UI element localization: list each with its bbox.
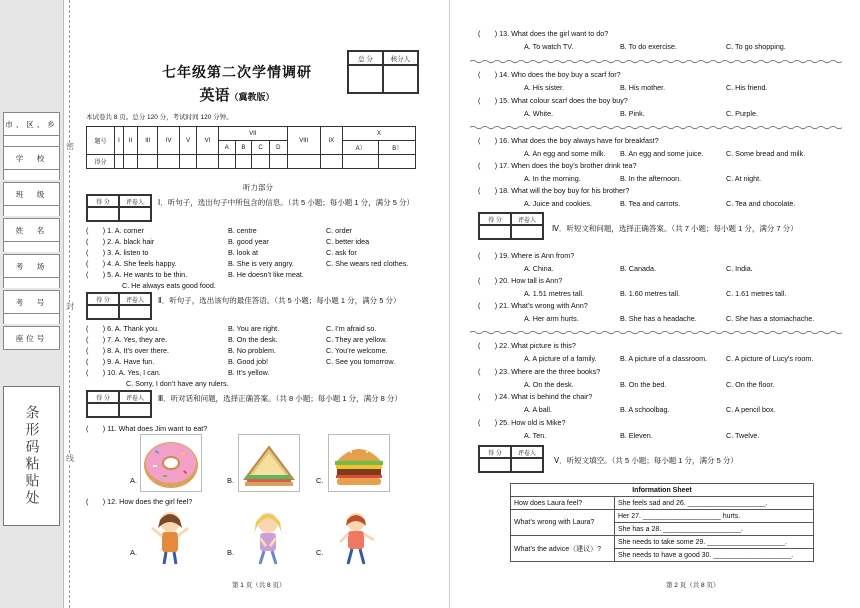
score-table-header: IV	[158, 127, 180, 155]
option-letter: C.	[316, 476, 324, 485]
question-row	[86, 281, 426, 292]
score-cell[interactable]	[138, 155, 158, 169]
option-b: B. It’s yellow.	[228, 368, 270, 377]
strip-label-school: 学 校	[3, 146, 60, 170]
question-23	[470, 367, 850, 379]
exam-title: 七年级第二次学情调研	[162, 65, 312, 81]
score-table-sub: A）	[342, 141, 379, 155]
option-c: C. At night.	[726, 174, 762, 183]
option-c: C. On the floor.	[726, 380, 775, 389]
option-b: B. No problem.	[228, 346, 276, 355]
option-c: C. His friend.	[726, 83, 768, 92]
option-a: A. To watch TV.	[524, 42, 574, 51]
option-letter: A.	[130, 476, 138, 485]
sandwich-picture[interactable]	[238, 434, 300, 492]
options-18	[470, 199, 850, 211]
question-text: ( ) 15. What colour scarf does the boy buy?	[478, 96, 628, 105]
option-a: A. In the morning.	[524, 174, 581, 183]
option-c: C. order	[326, 226, 352, 235]
options-21	[470, 314, 850, 326]
grader-label: 评卷人	[119, 195, 151, 207]
option-b: B. He doesn’t like meat.	[228, 270, 304, 279]
question-text: ( ) 17. When does the boy’s brother drink tea?	[478, 161, 637, 170]
strip-label-name: 姓 名	[3, 218, 60, 242]
question-row	[86, 379, 426, 390]
question-text: ( ) 14. Who does the boy buy a scarf for?	[478, 70, 621, 79]
hamburger-picture[interactable]	[328, 434, 390, 492]
options-14	[470, 83, 850, 95]
strip-label-class: 班 级	[3, 182, 60, 206]
score-cell[interactable]	[87, 207, 119, 221]
options-19	[470, 264, 850, 276]
question-16	[470, 136, 850, 148]
section-score-box	[86, 292, 152, 320]
option-a: ( ) 4. A. She feels happy.	[86, 259, 177, 268]
subject-name: 英语	[199, 86, 230, 104]
score-cell[interactable]	[158, 155, 180, 169]
info-question: What’s the advice（建议）?	[511, 536, 615, 562]
question-17	[470, 161, 850, 173]
option-b: B. You are right.	[228, 324, 280, 333]
score-label: 得 分	[479, 213, 511, 225]
option-a: ( ) 5. A. He wants to be thin.	[86, 270, 188, 279]
options-16	[470, 149, 850, 161]
option-c: C. Some bread and milk.	[726, 149, 806, 158]
option-c: C. He always eats good food.	[122, 281, 216, 290]
option-a: ( ) 7. A. Yes, they are.	[86, 335, 168, 344]
section-5-title: Ⅴ．听短文填空。（共 5 小题；每小题 1 分，满分 5 分）	[554, 456, 738, 465]
strip-fill[interactable]	[3, 278, 60, 288]
option-c: C. Tea and chocolate.	[726, 199, 796, 208]
hamburger-icon	[329, 435, 389, 491]
option-b: B. centre	[228, 226, 257, 235]
option-c: C. 1.61 metres tall.	[726, 289, 787, 298]
question-text: ( ) 11. What does Jim want to eat?	[86, 424, 208, 433]
option-a: A. An egg and some milk.	[524, 149, 606, 158]
option-b: B. good year	[228, 237, 269, 246]
option-c: C. They are yellow.	[326, 335, 387, 344]
blank-27[interactable]: Her 27. ____________________ hurts.	[615, 510, 814, 523]
option-b: B. look at	[228, 248, 258, 257]
score-table-header: III	[138, 127, 158, 155]
barcode-sticker-area	[3, 386, 60, 526]
grader-label: 评卷人	[119, 293, 151, 305]
strip-fill[interactable]	[3, 170, 60, 180]
score-label: 得 分	[87, 391, 119, 403]
question-21	[470, 301, 850, 313]
option-c: C. better idea	[326, 237, 370, 246]
question-row	[86, 226, 426, 237]
exam-subject	[122, 84, 352, 105]
score-table-sub: C	[252, 141, 270, 155]
options-20	[470, 289, 850, 301]
score-table-header: IX	[320, 127, 342, 155]
score-cell[interactable]	[479, 458, 511, 472]
score-table-header: X	[342, 127, 415, 141]
option-c: C. I’m afraid so.	[326, 324, 377, 333]
blank-28[interactable]: She has a 28. ____________________.	[615, 523, 814, 536]
question-text: ( ) 13. What does the girl want to do?	[478, 29, 609, 38]
option-a: A. Juice and cookies.	[524, 199, 592, 208]
score-cell[interactable]	[235, 155, 252, 169]
girl-happy-picture[interactable]	[140, 508, 202, 566]
option-b: B. Good job!	[228, 357, 268, 366]
grader-cell[interactable]	[119, 207, 151, 221]
score-label: 得 分	[479, 446, 511, 458]
score-table-sub: D	[269, 141, 287, 155]
question-row	[86, 248, 426, 259]
score-table-header: II	[123, 127, 137, 155]
section-score-box	[86, 390, 152, 418]
option-b: B. To do exercise.	[620, 42, 677, 51]
question-text: ( ) 16. What does the boy always have for breakfast?	[478, 136, 659, 145]
option-c: C. You’re welcome.	[326, 346, 388, 355]
strip-fill[interactable]	[3, 136, 60, 146]
option-a: A. White.	[524, 109, 554, 118]
option-letter: C.	[316, 548, 324, 557]
option-a: ( ) 8. A. It’s over there.	[86, 346, 169, 355]
option-a: A. 1.51 metres tall.	[524, 289, 584, 298]
question-18	[470, 186, 850, 198]
score-cell[interactable]	[87, 403, 119, 417]
option-c: C. Twelve.	[726, 431, 760, 440]
options-24	[470, 405, 850, 417]
grader-cell[interactable]	[119, 305, 151, 319]
score-table-header: I	[115, 127, 124, 155]
score-cell[interactable]	[287, 155, 320, 169]
binding-strip	[0, 0, 64, 608]
question-row	[86, 324, 426, 335]
option-b: B. She is very angry.	[228, 259, 294, 268]
score-table-sub: A	[218, 141, 235, 155]
question-row	[86, 346, 426, 357]
blank-30[interactable]: She needs to have a good 30. ____________________.	[615, 549, 814, 562]
score-cell[interactable]	[180, 155, 197, 169]
question-14	[470, 70, 850, 82]
option-a: A. Ten.	[524, 431, 547, 440]
girl-sad-picture[interactable]	[238, 508, 300, 566]
question-text: ( ) 18. What will the boy buy for his brother?	[478, 186, 630, 195]
option-letter: B.	[227, 476, 235, 485]
option-b: B. 1.60 metres tall.	[620, 289, 680, 298]
question-13	[470, 29, 850, 41]
option-a: A. China.	[524, 264, 554, 273]
option-a: A. Her arm hurts.	[524, 314, 579, 323]
total-score-cell[interactable]	[348, 65, 383, 93]
score-cell[interactable]	[115, 155, 124, 169]
option-c: C. To go shopping.	[726, 42, 786, 51]
question-row	[86, 259, 426, 270]
score-cell[interactable]	[269, 155, 287, 169]
barcode-sticker-label: 条形码粘贴处	[23, 405, 40, 507]
option-c: C. Purple.	[726, 109, 758, 118]
score-cell[interactable]	[379, 155, 416, 169]
girl-scared-picture[interactable]	[328, 508, 390, 566]
options-17	[470, 174, 850, 186]
question-25	[470, 418, 850, 430]
options-25	[470, 431, 850, 443]
checker-cell[interactable]	[383, 65, 418, 93]
total-score-box	[347, 50, 419, 94]
options-15	[470, 109, 850, 121]
question-12	[86, 497, 426, 508]
seal-word: 线	[66, 454, 74, 463]
option-a: ( ) 10. A. Yes, I can.	[86, 368, 161, 377]
page-2-footer: 第 2 页（共 8 页）	[666, 582, 720, 589]
option-c: C. India.	[726, 264, 753, 273]
section-2-title: Ⅱ．听句子，选出该句的最佳答语。（共 5 小题；每小题 1 分，满分 5 分）	[158, 296, 401, 305]
question-22	[470, 341, 850, 353]
question-15	[470, 96, 850, 108]
question-text: ( ) 12. How does the girl feel?	[86, 497, 193, 506]
score-cell[interactable]	[218, 155, 235, 169]
score-cell[interactable]	[252, 155, 270, 169]
option-b: B. In the afternoon.	[620, 174, 682, 183]
option-a: A. On the desk.	[524, 380, 574, 389]
option-c: C. A picture of Lucy’s room.	[726, 354, 814, 363]
page-divider	[449, 0, 450, 608]
strip-label-exam-room: 考 场	[3, 254, 60, 278]
happy-girl-icon	[140, 508, 200, 566]
info-question: How does Laura feel?	[511, 497, 615, 510]
score-table-header: VIII	[287, 127, 320, 155]
option-b: B. Tea and carrots.	[620, 199, 681, 208]
option-c: C. A pencil box.	[726, 405, 776, 414]
question-text: ( ) 19. Where is Ann from?	[478, 251, 575, 260]
strip-label-exam-number: 考 号	[3, 290, 60, 314]
sandwich-icon	[239, 435, 299, 491]
option-b: B. She has a headache.	[620, 314, 697, 323]
wavy-divider	[470, 125, 842, 130]
option-letter: A.	[130, 548, 138, 557]
options-23	[470, 380, 850, 392]
option-b: B. On the desk.	[228, 335, 278, 344]
wavy-divider	[470, 59, 842, 64]
option-b: B. Pink.	[620, 109, 645, 118]
option-c: C. See you tomorrow.	[326, 357, 396, 366]
option-a: A. A picture of a family.	[524, 354, 597, 363]
info-question: What’s wrong with Laura?	[511, 510, 615, 536]
grader-cell[interactable]	[511, 458, 543, 472]
option-a: ( ) 1. A. corner	[86, 226, 144, 235]
option-c: C. She wears red clothes.	[326, 259, 409, 268]
score-cell[interactable]	[479, 225, 511, 239]
score-table-sub: B	[235, 141, 252, 155]
blank-29[interactable]: She needs to take some 29. ____________________.	[615, 536, 814, 549]
strip-fill[interactable]	[3, 242, 60, 252]
question-row	[86, 237, 426, 248]
grader-cell[interactable]	[511, 225, 543, 239]
total-score-label: 总 分	[348, 51, 383, 65]
score-cell[interactable]	[342, 155, 379, 169]
strip-fill[interactable]	[3, 206, 60, 216]
section-3-title: Ⅲ．听对话和问题，选择正确答案。（共 8 小题；每小题 1 分，满分 8 分）	[158, 394, 402, 403]
exam-note: 本试卷共 8 页。总分 120 分，考试时间 120 分钟。	[86, 114, 233, 121]
blank-26[interactable]: She feels sad and 26. ____________________.	[615, 497, 814, 510]
option-b: B. A schoolbag.	[620, 405, 670, 414]
option-a: ( ) 6. A. Thank you.	[86, 324, 159, 333]
option-b: B. Eleven.	[620, 431, 653, 440]
edition: （冀教版）	[229, 93, 275, 103]
wavy-divider	[470, 330, 842, 335]
grader-label: 评卷人	[119, 391, 151, 403]
question-text: ( ) 24. What is behind the chair?	[478, 392, 593, 401]
option-b: B. On the bed.	[620, 380, 667, 389]
option-b: B. An egg and some juice.	[620, 149, 704, 158]
score-row-label: 得分	[87, 155, 115, 169]
section-score-box	[478, 445, 544, 473]
seal-word: 密	[66, 142, 74, 151]
question-row	[86, 270, 426, 281]
listening-heading: 听力部分	[243, 183, 273, 192]
page-1	[82, 0, 434, 608]
strip-label-seat: 座位号	[3, 326, 60, 350]
score-cell[interactable]	[87, 305, 119, 319]
info-sheet-title: Information Sheet	[511, 484, 814, 497]
score-cell[interactable]	[196, 155, 218, 169]
score-table-header: 题号	[87, 127, 115, 155]
seal-word: 封	[66, 302, 74, 311]
options-13	[470, 42, 850, 54]
page-2	[470, 0, 850, 608]
checker-label: 核分人	[383, 51, 418, 65]
option-a: ( ) 3. A. listen to	[86, 248, 149, 257]
score-cell[interactable]	[123, 155, 137, 169]
score-table	[86, 126, 416, 169]
information-sheet	[510, 483, 814, 562]
score-label: 得 分	[87, 293, 119, 305]
section-score-box	[86, 194, 152, 222]
score-cell[interactable]	[320, 155, 342, 169]
donut-picture[interactable]	[140, 434, 202, 492]
section-1-title: Ⅰ．听句子，选出句子中所包含的信息。（共 5 小题；每小题 1 分，满分 5 分）	[158, 198, 414, 207]
question-text: ( ) 23. Where are the three books?	[478, 367, 601, 376]
option-c: C. ask for	[326, 248, 357, 257]
option-b: B. His mother.	[620, 83, 666, 92]
option-b: B. Canada.	[620, 264, 656, 273]
scared-girl-icon	[328, 508, 388, 566]
option-a: ( ) 9. A. Have fun.	[86, 357, 155, 366]
question-text: ( ) 25. How old is Mike?	[478, 418, 566, 427]
grader-cell[interactable]	[119, 403, 151, 417]
option-c: C. Sorry, I don’t have any rulers.	[126, 379, 229, 388]
sad-girl-icon	[238, 508, 298, 566]
question-row	[86, 368, 426, 379]
question-row	[86, 357, 426, 368]
options-22	[470, 354, 850, 366]
strip-fill[interactable]	[3, 314, 60, 324]
option-a: ( ) 2. A. black hair	[86, 237, 155, 246]
option-a: A. His sister.	[524, 83, 564, 92]
question-19	[470, 251, 850, 263]
score-table-sub: B）	[379, 141, 416, 155]
section-4-title: Ⅳ．听短文和问题，选择正确答案。（共 7 小题；每小题 1 分，满分 7 分）	[552, 224, 798, 233]
option-c: C. She has a stomachache.	[726, 314, 815, 323]
score-table-header: VI	[196, 127, 218, 155]
donut-icon	[141, 435, 201, 491]
strip-label-district: 市、区、乡	[3, 112, 60, 136]
score-table-header: VII	[218, 127, 287, 141]
option-letter: B.	[227, 548, 235, 557]
option-a: A. A ball.	[524, 405, 552, 414]
grader-label: 评卷人	[511, 446, 543, 458]
question-text: ( ) 21. What’s wrong with Ann?	[478, 301, 588, 310]
question-24	[470, 392, 850, 404]
score-label: 得 分	[87, 195, 119, 207]
section-score-box	[478, 212, 544, 240]
page-1-footer: 第 1 页（共 8 页）	[232, 582, 286, 589]
option-b: B. A picture of a classroom.	[620, 354, 708, 363]
score-table-header: V	[180, 127, 197, 155]
question-text: ( ) 22. What picture is this?	[478, 341, 576, 350]
question-row	[86, 335, 426, 346]
question-text: ( ) 20. How tall is Ann?	[478, 276, 563, 285]
grader-label: 评卷人	[511, 213, 543, 225]
question-20	[470, 276, 850, 288]
